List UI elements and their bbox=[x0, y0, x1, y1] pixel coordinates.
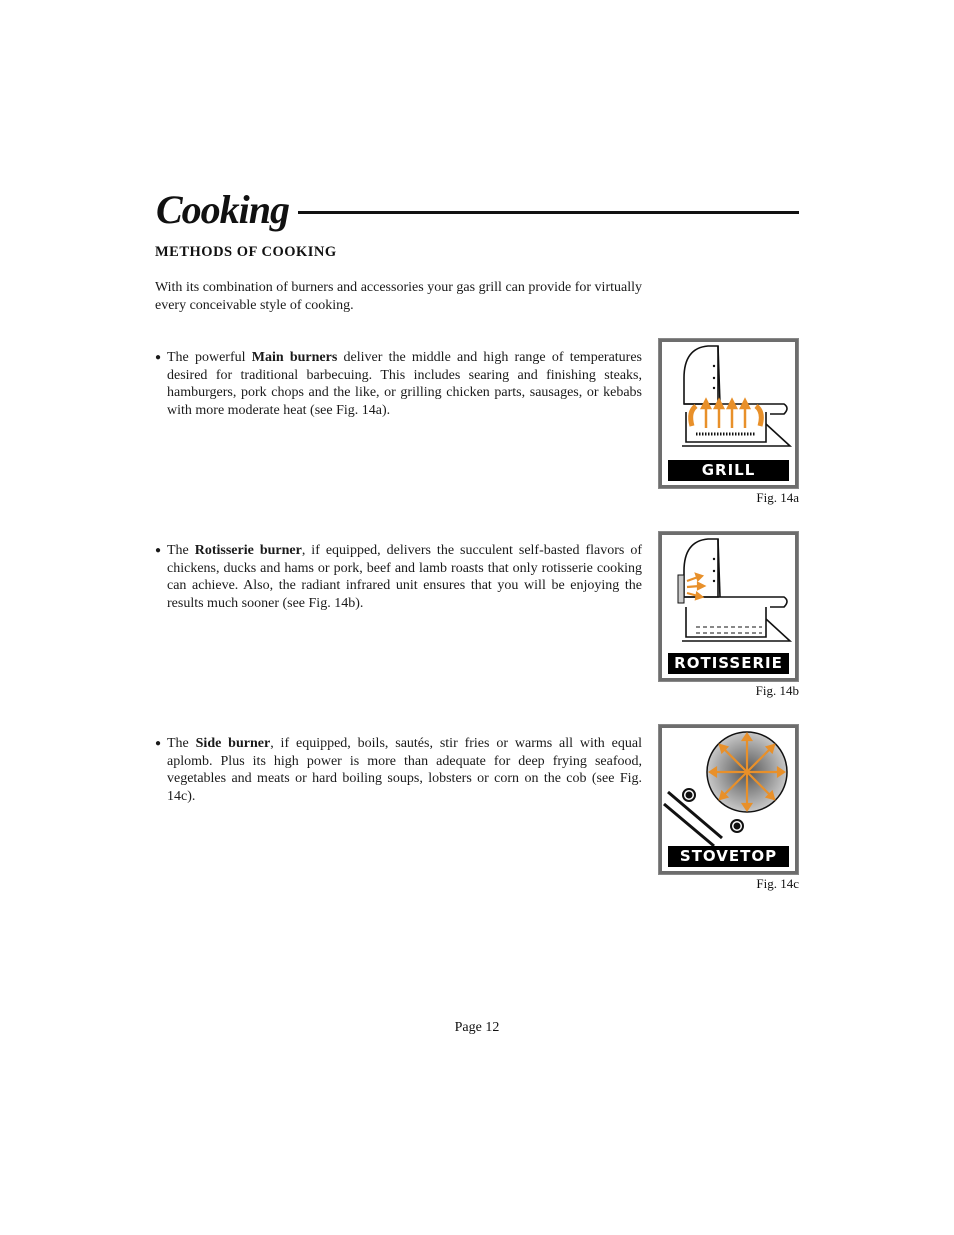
figure-grill bbox=[658, 338, 799, 489]
intro-paragraph: With its combination of burners and accessories your gas grill can provide for virtually every conceivable style of cooking. bbox=[155, 280, 642, 313]
title-rule bbox=[298, 211, 799, 214]
bullet-text: The Side burner, if equipped, boils, sautés, stir fries or warms all with equal aplomb. Plus its high power is more than adequate for deep frying seafood, vegetables and meats or hard boiling soups, lobsters or corn on the cob (see Fig. 14c). bbox=[167, 736, 642, 804]
figure-caption: Fig. 14a bbox=[756, 490, 799, 505]
bullet-main-burners bbox=[155, 349, 642, 419]
section-heading: METHODS OF COOKING bbox=[155, 244, 337, 260]
bullet-glyph: ● bbox=[155, 738, 162, 749]
page-number: Page 12 bbox=[454, 1020, 500, 1035]
bullet-rotisserie-burner bbox=[155, 542, 642, 612]
bullet-text: The powerful Main burners deliver the middle and high range of temperatures desired for traditional barbecuing. This includes searing and finishing steaks, hamburgers, pork chops and the like, or grilling chicken parts, sausages, or kebabs with more moderate heat (see Fig. 14a). bbox=[167, 350, 642, 418]
figure-caption: Fig. 14b bbox=[755, 683, 799, 698]
figure-caption: Fig. 14c bbox=[756, 876, 799, 891]
bullet-glyph: ● bbox=[155, 545, 162, 556]
bullet-side-burner bbox=[155, 735, 642, 805]
bullet-glyph: ● bbox=[155, 352, 162, 363]
bullet-text: The Rotisserie burner, if equipped, delivers the succulent self-basted flavors of chickens, ducks and hams or pork, beef and lamb roasts that only rotisserie cooking can achieve. Also, the radiant infrared unit ensures that you will be enjoying the results much sooner (see Fig. 14b). bbox=[167, 543, 643, 611]
figure-stovetop bbox=[658, 724, 799, 875]
figure-label: STOVETOP bbox=[668, 846, 789, 867]
figure-label: GRILL bbox=[668, 460, 789, 481]
page-title: Cooking bbox=[156, 187, 290, 232]
figure-label: ROTISSERIE bbox=[668, 653, 789, 674]
figure-rotisserie bbox=[658, 531, 799, 682]
